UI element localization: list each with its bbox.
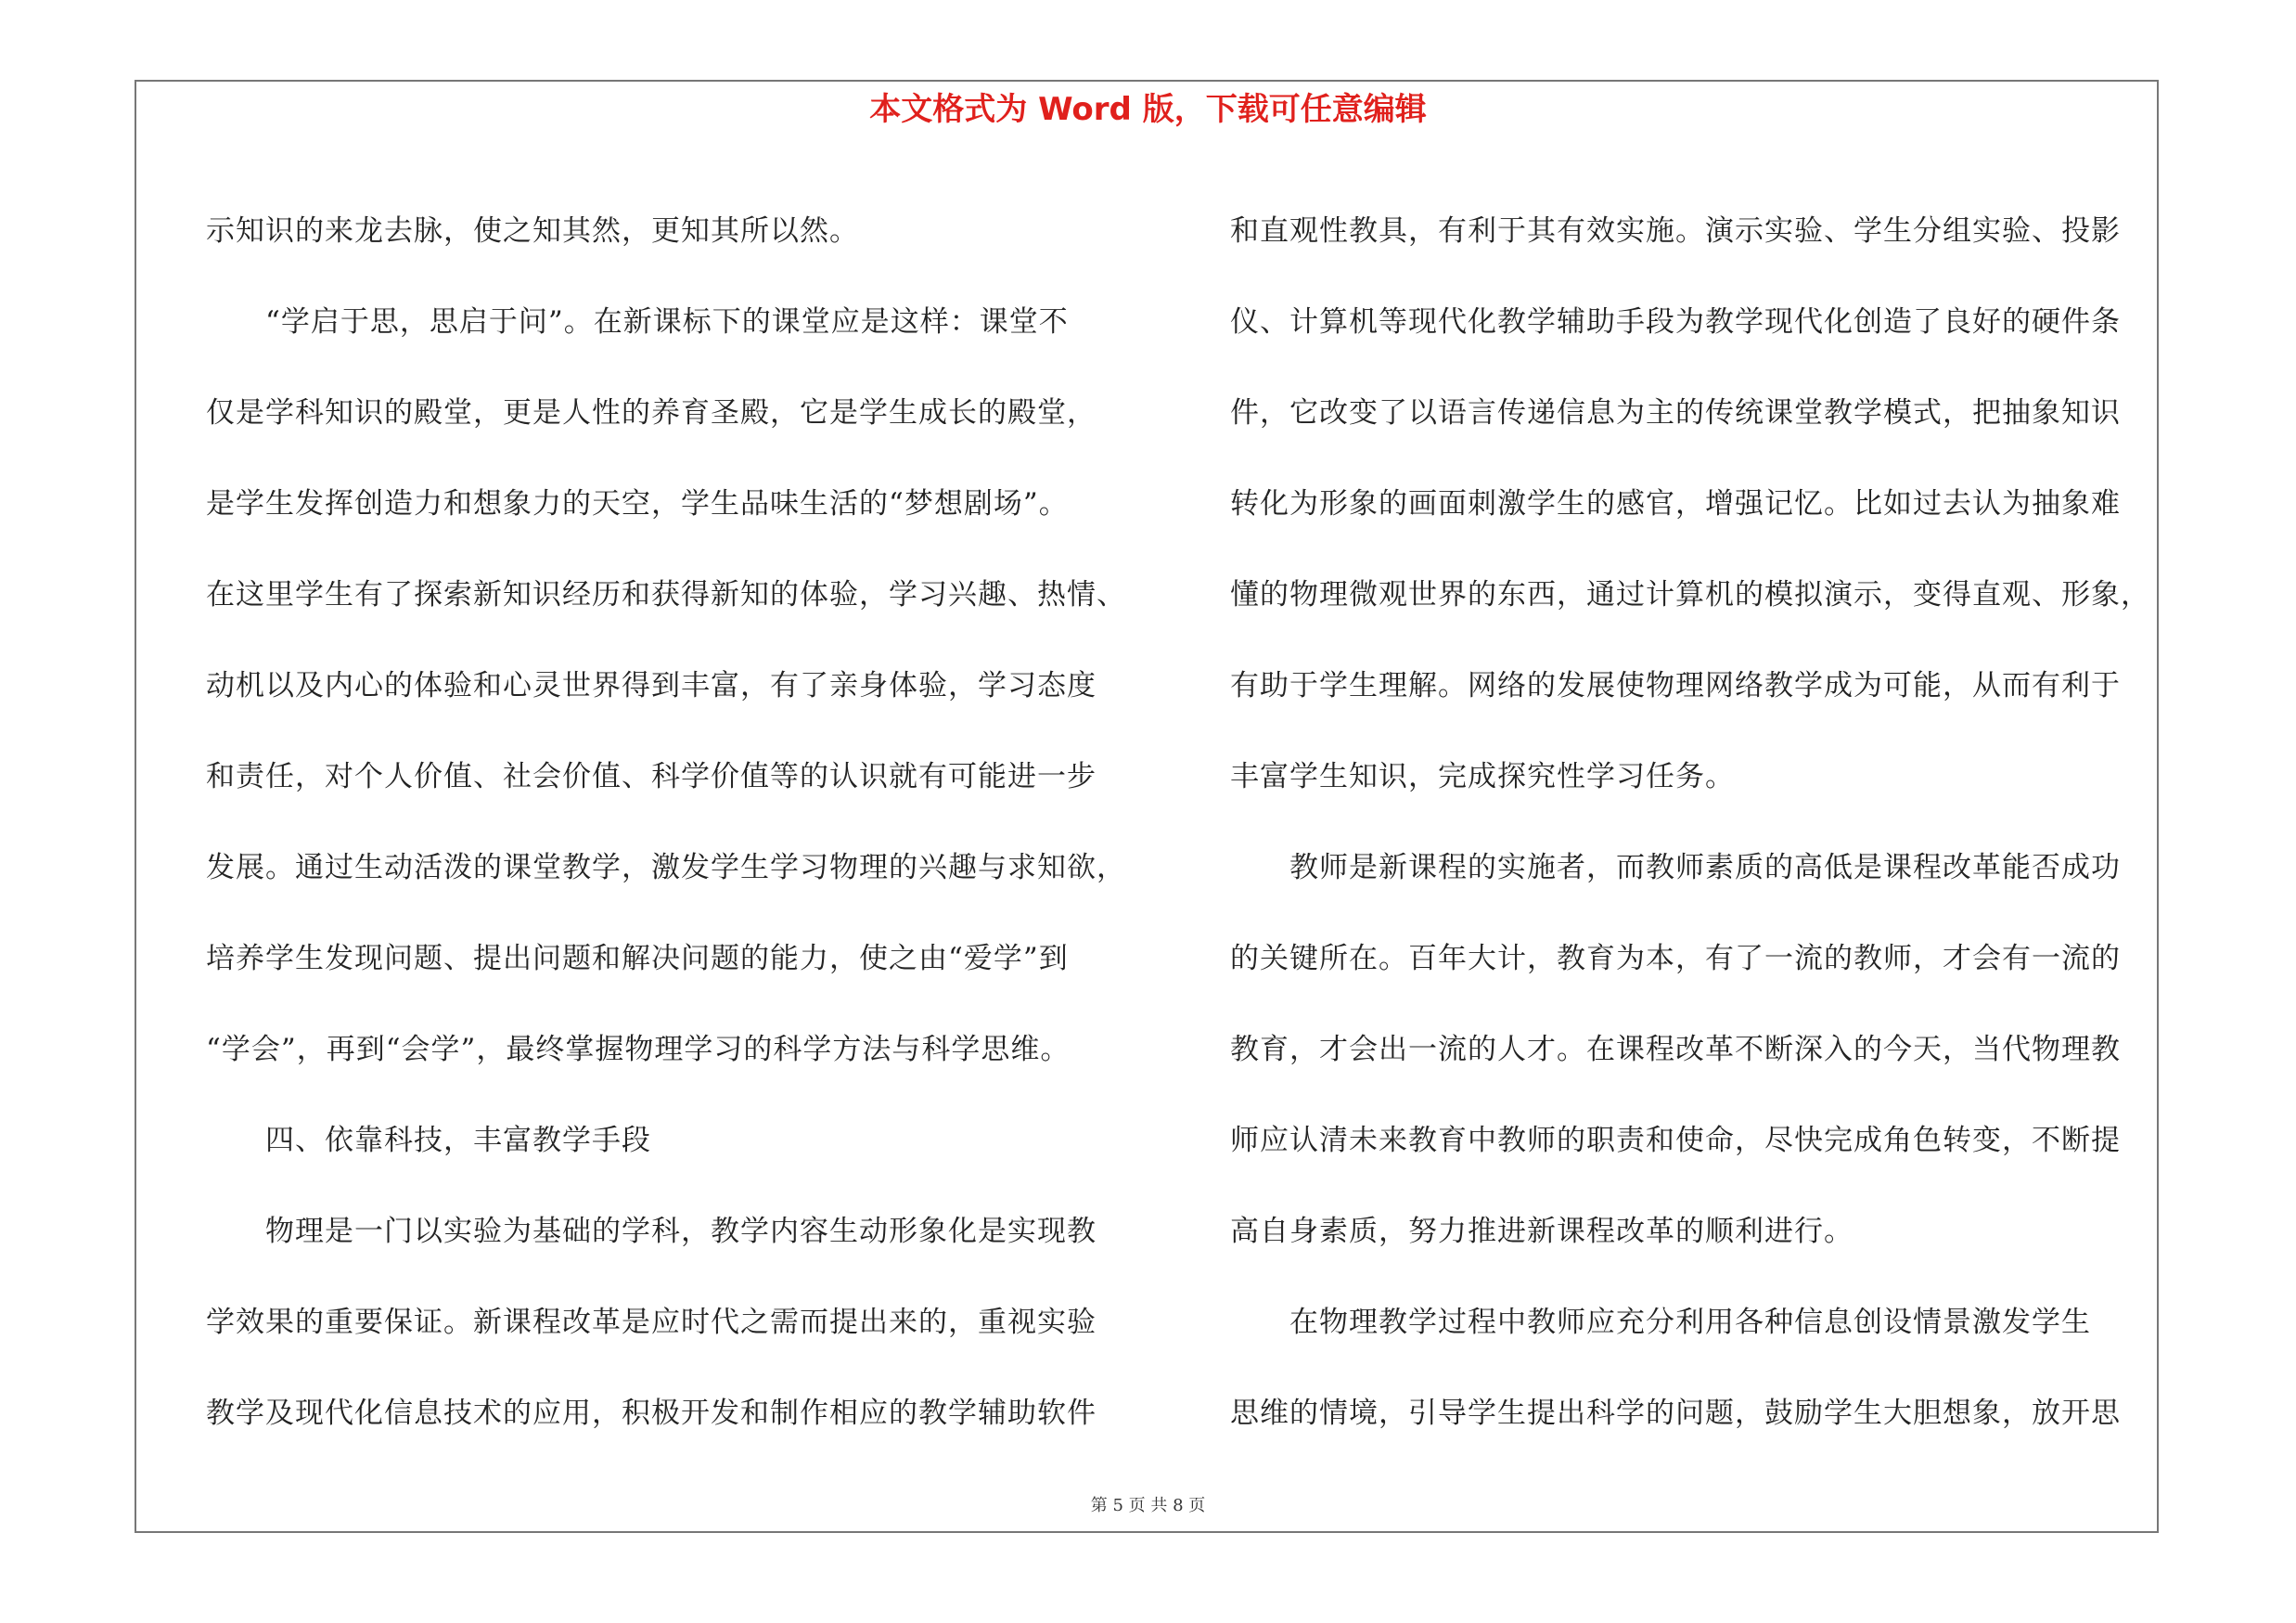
text-line: 培养学生发现问题、提出问题和解决问题的能力，使之由“爱学”到 <box>206 942 1069 975</box>
text-line: 仅是学科知识的殿堂，更是人性的养育圣殿，它是学生成长的殿堂， <box>206 396 1097 430</box>
page-number-footer: 第 5 页 共 8 页 <box>1090 1496 1206 1515</box>
text-line: 懂的物理微观世界的东西，通过计算机的模拟演示，变得直观、形象， <box>1230 578 2150 612</box>
text-line: 的关键所在。百年大计，教育为本，有了一流的教师，才会有一流的 <box>1230 942 2121 975</box>
text-line: 在这里学生有了探索新知识经历和获得新知的体验，学习兴趣、热情、 <box>206 578 1126 612</box>
text-line: “学会”，再到“会学”，最终掌握物理学习的科学方法与科学思维。 <box>206 1033 1071 1066</box>
right-text-column <box>1230 186 2150 1459</box>
text-line: 示知识的来龙去脉，使之知其然，更知其所以然。 <box>206 214 859 248</box>
left-text-column <box>206 186 1126 1459</box>
text-line: 和责任，对个人价值、社会价值、科学价值等的认识就有可能进一步 <box>206 760 1097 793</box>
text-line: 教育，才会出一流的人才。在课程改革不断深入的今天，当代物理教 <box>1230 1033 2121 1066</box>
text-line: 师应认清未来教育中教师的职责和使命，尽快完成角色转变，不断提 <box>1230 1124 2121 1157</box>
text-line: 学效果的重要保证。新课程改革是应时代之需而提出来的，重视实验 <box>206 1306 1097 1339</box>
text-line: 思维的情境，引导学生提出科学的问题，鼓励学生大胆想象，放开思 <box>1230 1397 2121 1430</box>
text-line: 转化为形象的画面刺激学生的感官，增强记忆。比如过去认为抽象难 <box>1230 487 2121 521</box>
text-line: 在物理教学过程中教师应充分利用各种信息创设情景激发学生 <box>1230 1306 2091 1339</box>
text-line: 和直观性教具，有利于其有效实施。演示实验、学生分组实验、投影 <box>1230 214 2121 248</box>
section-heading: 四、依靠科技，丰富教学手段 <box>206 1124 651 1157</box>
text-line: 动机以及内心的体验和心灵世界得到丰富，有了亲身体验，学习态度 <box>206 669 1097 702</box>
text-line: 仪、计算机等现代化教学辅助手段为教学现代化创造了良好的硬件条 <box>1230 305 2121 339</box>
text-line: 是学生发挥创造力和想象力的天空，学生品味生活的“梦想剧场”。 <box>206 487 1069 521</box>
text-line: 物理是一门以实验为基础的学科，教学内容生动形象化是实现教 <box>206 1215 1097 1248</box>
text-line: “学启于思，思启于问”。在新课标下的课堂应是这样：课堂不 <box>206 305 1069 339</box>
text-line: 丰富学生知识，完成探究性学习任务。 <box>1230 760 1735 793</box>
text-line: 教学及现代化信息技术的应用，积极开发和制作相应的教学辅助软件 <box>206 1397 1097 1430</box>
text-line: 发展。通过生动活泼的课堂教学，激发学生学习物理的兴趣与求知欲， <box>206 851 1126 884</box>
text-line: 高自身素质，努力推进新课程改革的顺利进行。 <box>1230 1215 1853 1248</box>
format-notice-banner: 本文格式为 Word 版，下载可任意编辑 <box>869 91 1427 128</box>
text-line: 有助于学生理解。网络的发展使物理网络教学成为可能，从而有利于 <box>1230 669 2121 702</box>
text-line: 教师是新课程的实施者，而教师素质的高低是课程改革能否成功 <box>1230 851 2121 884</box>
text-line: 件，它改变了以语言传递信息为主的传统课堂教学模式，把抽象知识 <box>1230 396 2121 430</box>
